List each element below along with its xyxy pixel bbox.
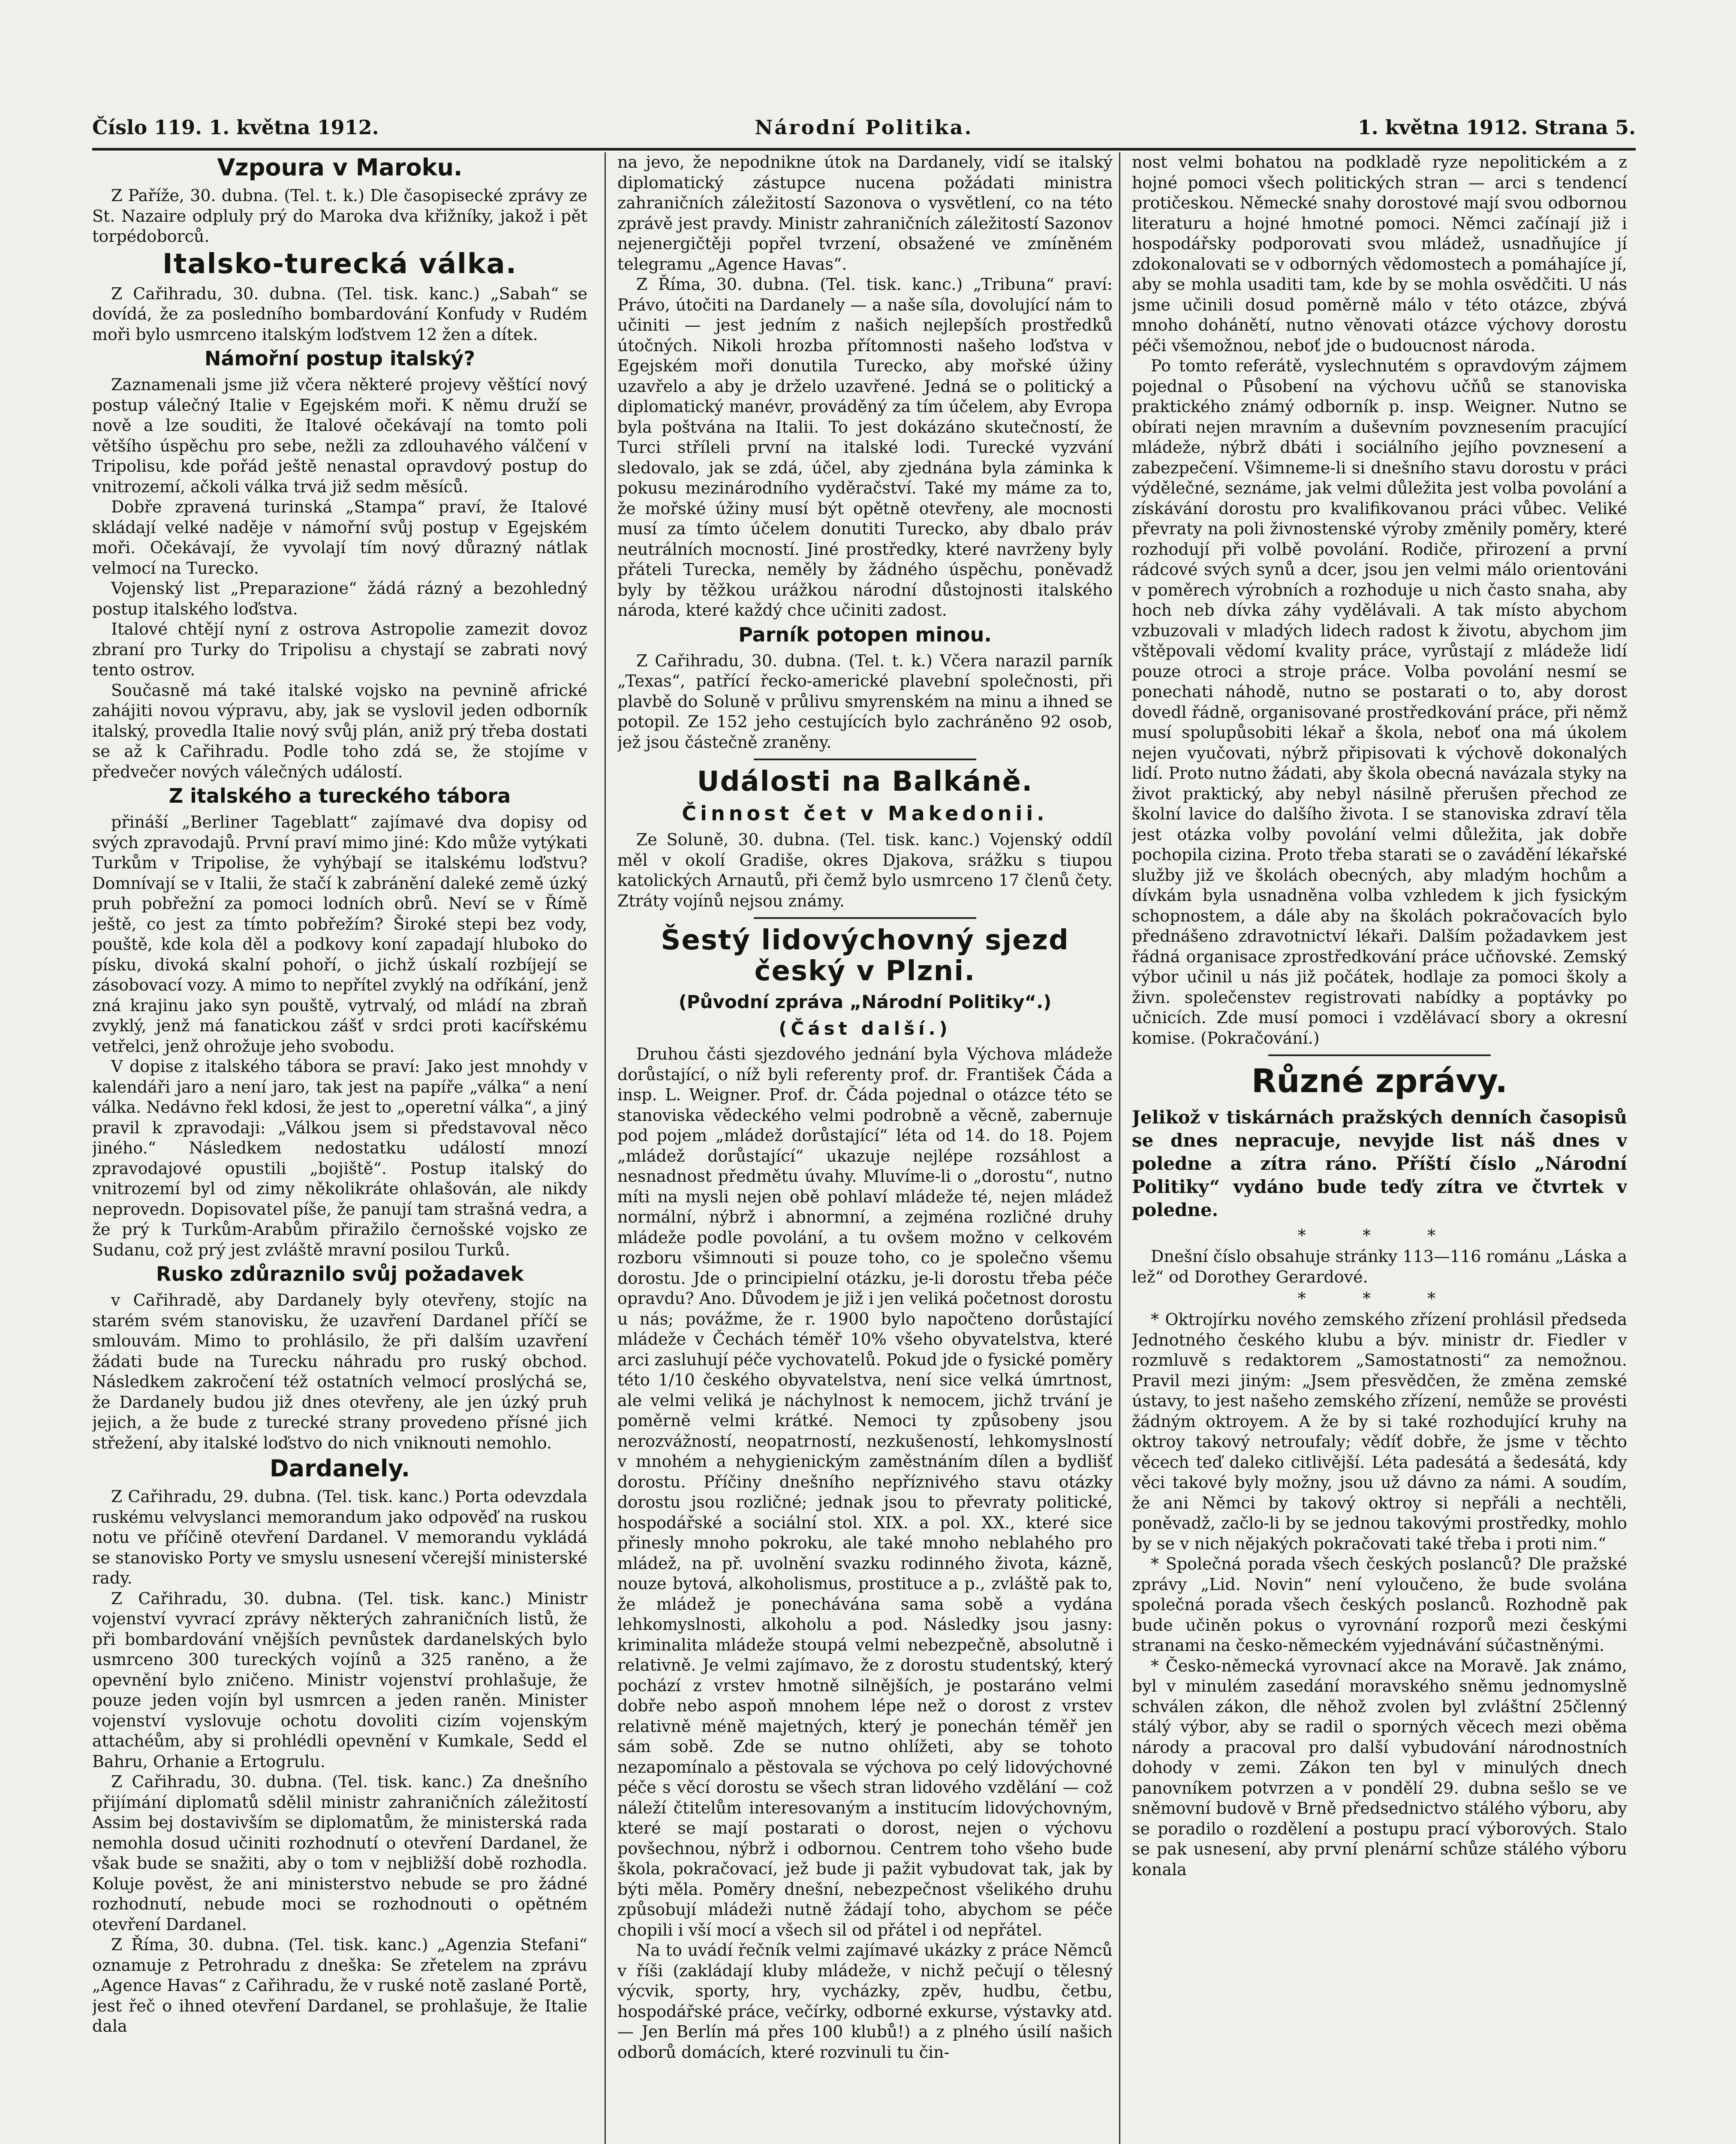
article-heading: Rusko zdůraznilo svůj požadavek xyxy=(156,1262,524,1286)
article-paragraph: Po tomto referátě, vyslechnutém s opravdovým zájmem pojednal o Působení na výchovu učňů se stanoviska praktického známý odborník p. insp. Weigner. Nutno se obírati nejen mravním a duševním povznesením pracující mládeže, nýbrž dbáti i sociálního jejího povznesení a zabezpečení. Všimneme-li si dnešního stavu dorostu v práci výdělečné, seznáme, jak velmi důležita jest volba povolání a získávání dorostu pro kvalifikovanou práci vůbec. Veliké převraty na poli živnostenské výroby změnily poměry, které rozhodují při volbě povolání. Rodiče, přirození a první rádcové svých synů a dcer, jsou jen velmi málo orientováni v poměrech výrobních a rozhoduje u nich často snaha, aby hoch neb dívka záhy vydělávali. A tak místo abychom vzbuzovali v mladých lidech radost k životu, abychom jim vštěpovali vědomí kvality práce, vyrůstají z mládeže lidí pouze otroci a stroje práce. Volba povolání nesmí se ponechati náhodě, nutno se postarati o to, aby dorost dovedl řádně, organisované prostředkování práce, při němž musí spolupůsobiti lékař a škola, neboť ona má úkolem nejen vyučovati, nýbrž připisovati k výchově dokonalých lidí. Proto nutno žádati, aby škola obecná navázala styky na život praktický, aby nebyl násilně přerušen přechod ze školní lavice do dalšího života. I se stanoviska zdraví těla jest otázka volby povolání velmi důležita, jak dobře pochopila cizina. Proto třeba starati se o zavádění lékařské služby již ve školách obecných, aby mladým hochům a dívkám byla usnadněna volba vzhledem k jich fysickým schopnostem, a dále aby na školách pokračovacích bylo přednášeno zdravotnictví lékaři. Dalším požadavkem jest řádná organisace zprostředkování práce učňovské. Zemský výbor učinil u nás již počátek, hodlaje za pomoci školy a živn. společenstev registrovati nabídky a poptávky po učnicích. Zde musí pomoci i vzdělávací sbory a okresní komise. (Pokračování.) xyxy=(1132,356,1627,1048)
section-rule xyxy=(754,759,977,760)
article-paragraph: Dnešní číslo obsahuje stránky 113—116 románu „Láska a lež“ od Dorothey Gerardové. xyxy=(1132,1247,1627,1286)
article-paragraph: Italové chtějí nyní z ostrova Astropolie zamezit dovoz zbraní pro Turky do Tripolisu a chystají se zabrati nový tento ostrov. xyxy=(92,620,587,679)
article-paragraph: v Cařihradě, aby Dardanely byly otevřeny, stojíc na starém svém stanovisku, že uzavření Dardanel příčí se smlouvám. Mimo to prohlásilo, že při dalším uzavření žádati bude na Turecku náhradu pro ruský obchod. Následkem zakročení též ostatních velmocí proslýchá se, že Dardanely budou již dnes otevřeny, ale jen úzký pruh jejich, a že bude z turecké strany provedeno přísné jich střežení, aby italské loďstvo do nich vniknouti nemohlo. xyxy=(92,1291,587,1452)
section-rule xyxy=(754,917,977,919)
column-divider-1 xyxy=(605,152,606,2144)
article-heading: (Původní zpráva „Národní Politiky“.) xyxy=(678,991,1052,1012)
page-header xyxy=(92,116,1636,146)
article-paragraph: Současně má také italské vojsko na pevnině africké zahájiti novou výpravu, aby, jak se vyslovil jeden odborník italský, provedla Italie nový svůj plán, aniž prý třeba dostati se až k Cařihradu. Podle toho zdá se, že stojíme v předvečer nových válečných událostí. xyxy=(92,681,587,781)
article-heading: Činnost čet v Makedonii. xyxy=(682,802,1048,825)
article-paragraph: Dobře zpravená turinská „Stampa“ praví, že Italové skládají velké naděje v námořní svůj postup v Egejském moři. Očekávají, že vyvolají tím nový důrazný nátlak velmocí na Turecko. xyxy=(92,497,587,578)
article-heading: Dardanely. xyxy=(269,1455,410,1482)
article-paragraph: Z Cařihradu, 29. dubna. (Tel. tisk. kanc.) Porta odevzdala ruskému velvyslanci memorandum jako odpověď na ruskou notu ve příčině otevření Dardanel. V memorandu vykládá se stanovisko Porty ve smyslu usnesení včerejší ministerské rady. xyxy=(92,1487,587,1587)
article-paragraph: Zaznamenali jsme již včera některé projevy věštící nový postup válečný Italie v Egejském moři. K němu druží se nově a lze souditi, že Italové očekávají na tomto poli většího úspěchu pro sebe, nežli za zdlouhavého válčení v Tripolisu, kde pořád ještě nenastal opravdový postup do vnitrozemí, ačkoli válka trvá již sedm měsíců. xyxy=(92,375,587,496)
article-paragraph: Z Říma, 30. dubna. (Tel. tisk. kanc.) „Tribuna“ praví: Právo, útočiti na Dardanely — a naše síla, dovolující nám to učiniti — jest jedním z našich nejlepších prostředků útočných. Nikoli hrozba přítomnosti našeho loďstva v Egejském moři donutila Turecko, aby mořské úžiny uzavřelo a aby je drželo uzavřené. Jedná se o politický a diplomatický manévr, prováděný za tím účelem, aby Evropa byla poštvána na Italii. To jest dokázáno skutečností, že Turci stříleli první na italské lodi. Turecké vyzvání sledovalo, jak se zdá, účel, aby zjednána byla záminka k pokusu mezinárodního vyděračství. Také my máme za to, že mořské úžiny musí být opětně otevřeny, ale mocnosti musí za tímto účelem donutiti Turecko, aby dbalo práv neutrálních mocností. Jiné prostředky, které navrženy byly přáteli Turecka, neměly by žádného úspěchu, poněvadž byly by těžkou urážkou národní důstojnosti italského národa, které každý chce učiniti zadost. xyxy=(617,275,1113,620)
article-paragraph: * Oktrojírku nového zemského zřízení prohlásil předseda Jednotného českého klubu a býv. ministr dr. Fiedler v rozmluvě s redaktorem „Samostatnosti“ za nemožnou. Pravil mezi jiným: „Jsem přesvědčen, že změna zemské ústavy, to jest našeho zemského zřízení, nemůže se provésti žádným oktroyem. A že by si také rozhodující kruhy na oktroy takový netroufaly; vědíť dobře, že jsme v těchto věcech teď daleko citlivější. Léta padesátá a šedesátá, kdy věci takové byly možny, jsou už dávno za námi. A soudím, že ani Němci by takový oktroy si nepřáli a nechtěli, poněvadž, začlo-li by se jednou takovými prostředky, mohlo by se v nich nějakých pokračovati také třeba i proti nim.“ xyxy=(1132,1310,1627,1553)
section-rule xyxy=(1268,1054,1491,1056)
article-paragraph: Druhou části sjezdového jednání byla Výchova mládeže dorůstající, o níž byli referenty prof. dr. František Čáda a insp. L. Weigner. Prof. dr. Čáda pojednal o otázce této se stanoviska vědeckého velmi podrobně a věcně, zabernuje pod pojem „mládež dorůstající“ léta od 14. do 18. Pojem „mládež dorůstající“ ukazuje nejlépe rozsáhlost a nesnadnost předmětu úvahy. Mluvíme-li o „dorostu“, nutno míti na mysli nejen obě pohlaví mládeže té, nejen mládež normální, nýbrž i abnormní, a zejména rozličné druhy mládeže podle povolání, a tu ovšem možno v celkovém rozboru všimnouti si pouze toho, co je společno všemu dorostu. Jde o principielní otázku, je-li dorostu třeba péče opravdu? Ano. Důvodem je již i jen veliká početnost dorostu u nás; povážme, že r. 1900 bylo napočteno dorůstající mládeže v Čechách téměř 10% všeho obyvatelstva, které arci zasluhují péče vychovatelů. Pokud jde o fysické poměry této 1/10 českého obyvatelstva, není sice velká úmrtnost, ale velmi veliká je náchylnost k nemocem, jichž trvání je poměrně velmi krátké. Nemoci ty způsobeny jsou nerozvážností, neopatrností, nezkušeností, lehkomyslností v mnohém a nehygienickým zaměstnáním dílen a bydlišť dorostu. Příčiny dnešního nepříznivého stavu otázky dorostu jsou rozličné; jednak jsou to převraty politické, hospodářské a sociální stol. XIX. a pol. XX., které sice přinesly mnoho pokroku, ale také mnoho neblahého pro mládež, na př. uvolnění svazku rodinného života, kázně, nouze bytová, alkoholismus, prostituce a p., zvláště pak to, že mládež je ponechávána sama sobě a vydána lehkomyslnosti, alkoholu a pod. Následky jsou jasny: kriminalita mládeže stoupá velmi nebezpečně, absolutně i relativně. Je velmi zajímavo, že z dorostu studentský, který pochází z vrstev hmotně silnějších, je postaráno velmi dobře nebo aspoň mnohem lépe než o dorost z vrstev relativně méně majetných, který je ponechán téměř jen sám sobě. Zde se nutno ohlížeti, aby se tohoto nezapomínalo a pěstovala se výchova po celý lidovýchovné péče s věcí dorostu se všech stran lidového vzdělání — což náleží čtitelům interesovaným a institucím lidovýchovným, které se mají postarati o dorost, nejen o výchovu povšechnou, nýbrž i odbornou. Centrem toho všeho bude škola, pokračovací, jež bude ji pažit vybudovat tak, jak by býti měla. Poměry dnešní, nebezpečnost všelikého druhu způsobují mládeži nutně žádají toho, abychom se péče chopili i vší mocí a všech sil od přátel i od nepřátel. xyxy=(617,1045,1113,1939)
article-paragraph: Z Cařihradu, 30. dubna. (Tel. tisk. kanc.) Za dnešního přijímání diplomatů sdělil ministr zahraničních záležitostí Assim bej dostavivším se diplomatům, že ministerská rada nemohla dosud učiniti rozhodnutí o otevření Dardanel, že však bude se snažiti, aby o tom v nejbližší době rozhodla. Koluje pověst, že ani ministerstvo nebude se pro žádné rozhodnutí, nebude moci se rozhodnouti o opětném otevření Dardanel. xyxy=(92,1772,587,1934)
masthead-title: Národní Politika. xyxy=(755,116,973,139)
date-page-number: 1. května 1912. Strana 5. xyxy=(1357,116,1636,139)
article-paragraph: Z Cařihradu, 30. dubna. (Tel. tisk. kanc.) „Sabah“ se dovídá, že za posledního bombardování Konfudy v Rudém moři bylo usmrceno italským loďstvem 12 žen a dítek. xyxy=(92,284,587,344)
column-divider-2 xyxy=(1119,152,1120,2144)
article-paragraph: Z Cařihradu, 30. dubna. (Tel. tisk. kanc.) Ministr vojenství vyvrací zprávy některých zahraničních listů, že při bombardování vnějších pevnůstek dardanelských bylo usmrceno 300 tureckých vojínů a 325 raněno, a že opevnění bylo zničeno. Ministr vojenství prohlašuje, že pouze jeden vojín byl usmrcen a jeden raněn. Minister vojenství vyslovuje ochotu dovoliti cizím vojenským attachéům, aby si prohlédli opevnění v Kumkale, Sedd el Bahru, Orhanie a Ertogrulu. xyxy=(92,1589,587,1771)
notice-paragraph: Jelikož v tiskárnách pražských denních časopisů se dnes nepracuje, nevyjde list náš dnes v poledne a zítra ráno. Příští číslo „Národní Politiky“ vydáno bude teďy zítra ve čtvrtek v poledne. xyxy=(1132,1107,1627,1220)
column-3 xyxy=(1132,152,1627,2144)
article-heading: Šestý lidovýchovný sjezd český v Plzni. xyxy=(661,924,1069,987)
article-paragraph: přináší „Berliner Tageblatt“ zajímavé dva dopisy od svých zpravodajů. První praví mimo jiné: Kdo může vytýkati Turkům v Tripolise, že vyhýbají se italskému loďstvu? Domnívají se v Italii, že stačí k zabránění daleké země úzký pruh pobřežní za pomoci lodních obrů. Neví se v Římě ještě, co jest za tímto pobřežím? Široké stepi bez vody, pouště, kde kola děl a podkovy koní zapadají hluboko do písku, divoká skalní pohoří, o jichž úskalí rozbíjejí se zásobovací vozy. A mimo to nepřítel zvyklý na odříkání, jenž zná krajinu jako syn pouště, vytrvalý, od mládí na zbraň zvyklý, jenž má fanatickou zášť v srdci proti kacířskému vetřelci, jenž ohrožuje jeho svobodu. xyxy=(92,813,587,1056)
article-paragraph: V dopise z italského tábora se praví: Jako jest mnohdy v kalendáři jaro a není jaro, tak jest na papíře „válka“ a není válka. Nedávno řekl kdosi, že jest to „operetní válka“, a jiný pravil k zpravodaji: „Válkou jsem si představoval něco jiného.“ Následkem nedostatku událostí mnozí zpravodajové opustili „bojiště“. Postup italský do vnitrozemí byl od zimy několikráte ohlašován, ale nikdy neprovedn. Dopisovatel píše, že panují tam strašná vedra, a že prý k Turkům-Arabům přiražilo černošské vojsko ze Sudanu, což prý jest zvláště mravní posilou Turků. xyxy=(92,1057,587,1259)
article-heading: Vzpoura v Maroku. xyxy=(217,154,463,181)
article-heading: Italsko-turecká válka. xyxy=(162,248,517,280)
column-2 xyxy=(617,152,1113,2144)
article-heading: Z italského a tureckého tábora xyxy=(168,784,511,807)
article-heading: Události na Balkáně. xyxy=(697,766,1033,798)
article-paragraph: Na to uvádí řečník velmi zajímavé ukázky z práce Němců v říši (zakládají kluby mládeže, v nichž pečují o tělesný výcvik, sporty, hry, vycházky, zpěv, hudbu, četbu, hospodářské práce, večírky, odborné exkurse, výstavky atd. — Jen Berlín má přes 100 klubů!) a z plného úsilí našich odborů domácích, které rozvinuli tu čin- xyxy=(617,1941,1113,2062)
article-paragraph: Z Cařihradu, 30. dubna. (Tel. t. k.) Včera narazil parník „Texas“, patřící řecko-americké plavební společnosti, při plavbě do Soluně v průlivu smyrenském na minu a ihned se potopil. Ze 152 jeho cestujících bylo zachráněno 92 osob, jež jsou částečně zraněny. xyxy=(617,651,1113,752)
issue-number: Číslo 119. 1. května 1912. xyxy=(92,116,379,139)
article-heading: Námořní postup italský? xyxy=(204,347,475,370)
column-1 xyxy=(92,152,587,2144)
article-paragraph: * Česko-německá vyrovnací akce na Moravě. Jak známo, byl v minulém zasedání moravského sněmu jednomyslně schválen zákon, dle něhož zvolen byl zvláštní 25členný stálý výbor, aby se radil o sporných věcech mezi oběma národy a pracoval pro další vybudování národnostních dohody v zemi. Zákon ten byl v minulých dnech panovníkem potvrzen a v pondělí 29. dubna sešlo se ve sněmovní budově v Brně předsednictvo stálého výboru, aby se poradilo o rozdělení a postupu prací výborových. Stalo se pak usnesení, aby první plenární schůze stálého výboru konala xyxy=(1132,1656,1627,1879)
article-heading: Parník potopen minou. xyxy=(738,623,992,646)
header-rule xyxy=(92,148,1636,151)
article-paragraph: Vojenský list „Preparazione“ žádá rázný a bezohledný postup italského loďstva. xyxy=(92,579,587,618)
section-title: Různé zprávy. xyxy=(1251,1062,1508,1100)
asterism: * * * xyxy=(1297,1289,1462,1308)
article-paragraph: nost velmi bohatou na podkladě ryze nepolitickém a z hojné pomoci všech politických stran — arci s tendencí protičeskou. Německé snahy dorostové mají svou odbornou literaturu a hojné hmotné pomoci. Němci začínají již i hospodářsky podporovati svou mládež, usnadňujíce jí zdokonalovati se v odborných vědomostech a pomáhajíce jí, aby se mohla usaditi tam, kde by se mohla osvědčiti. U nás jsme učinili dosud poměrně málo v této otázce, zbývá mnoho dohánětí, nutno věnovati otázce výchovy dorostu péči všemožnou, neboť jde o budoucnost národa. xyxy=(1132,153,1627,355)
article-heading: (Část další.) xyxy=(779,1018,951,1039)
article-paragraph: * Společná porada všech českých poslanců? Dle pražské zprávy „Lid. Novin“ není vyloučeno, že bude svolána společná porada všech českých poslanců. Rozhodně pak bude učiněn pokus o vyrovnání rozporů mezi českými stranami na česko-německém vyjednávání súčastněnými. xyxy=(1132,1554,1627,1655)
article-paragraph: Ze Soluně, 30. dubna. (Tel. tisk. kanc.) Vojenský oddíl měl v okolí Gradiše, okres Djakova, srážku s tiupou katolických Arnautů, při čemž bylo usmrceno 17 členů čety. Ztráty vojínů nejsou známy. xyxy=(617,830,1113,910)
asterism: * * * xyxy=(1297,1226,1462,1245)
article-paragraph: Z Říma, 30. dubna. (Tel. tisk. kanc.) „Agenzia Stefani“ oznamuje z Petrohradu z dneška: Se zřetelem na zprávu „Agence Havas“ z Cařihradu, že v ruské notě zaslané Portě, jest řeč o ihned otevření Dardanel, se prohlašuje, že Italie dala xyxy=(92,1935,587,2036)
article-paragraph: na jevo, že nepodnikne útok na Dardanely, vidí se italský diplomatický zástupce nucena požádati ministra zahraničních záležitostí Sazonova o vysvětlení, co na této zprávě jest pravdy. Ministr zahraničních záležitostí Sazonov nejenergičtěji popřel tvrzení, obsažené ve zmíněném telegramu „Agence Havas“. xyxy=(617,153,1113,274)
article-paragraph: Z Paříže, 30. dubna. (Tel. t. k.) Dle časopisecké zprávy ze St. Nazaire odpluly prý do Maroka dva křižníky, jakož i pět torpédoborců. xyxy=(92,186,587,246)
